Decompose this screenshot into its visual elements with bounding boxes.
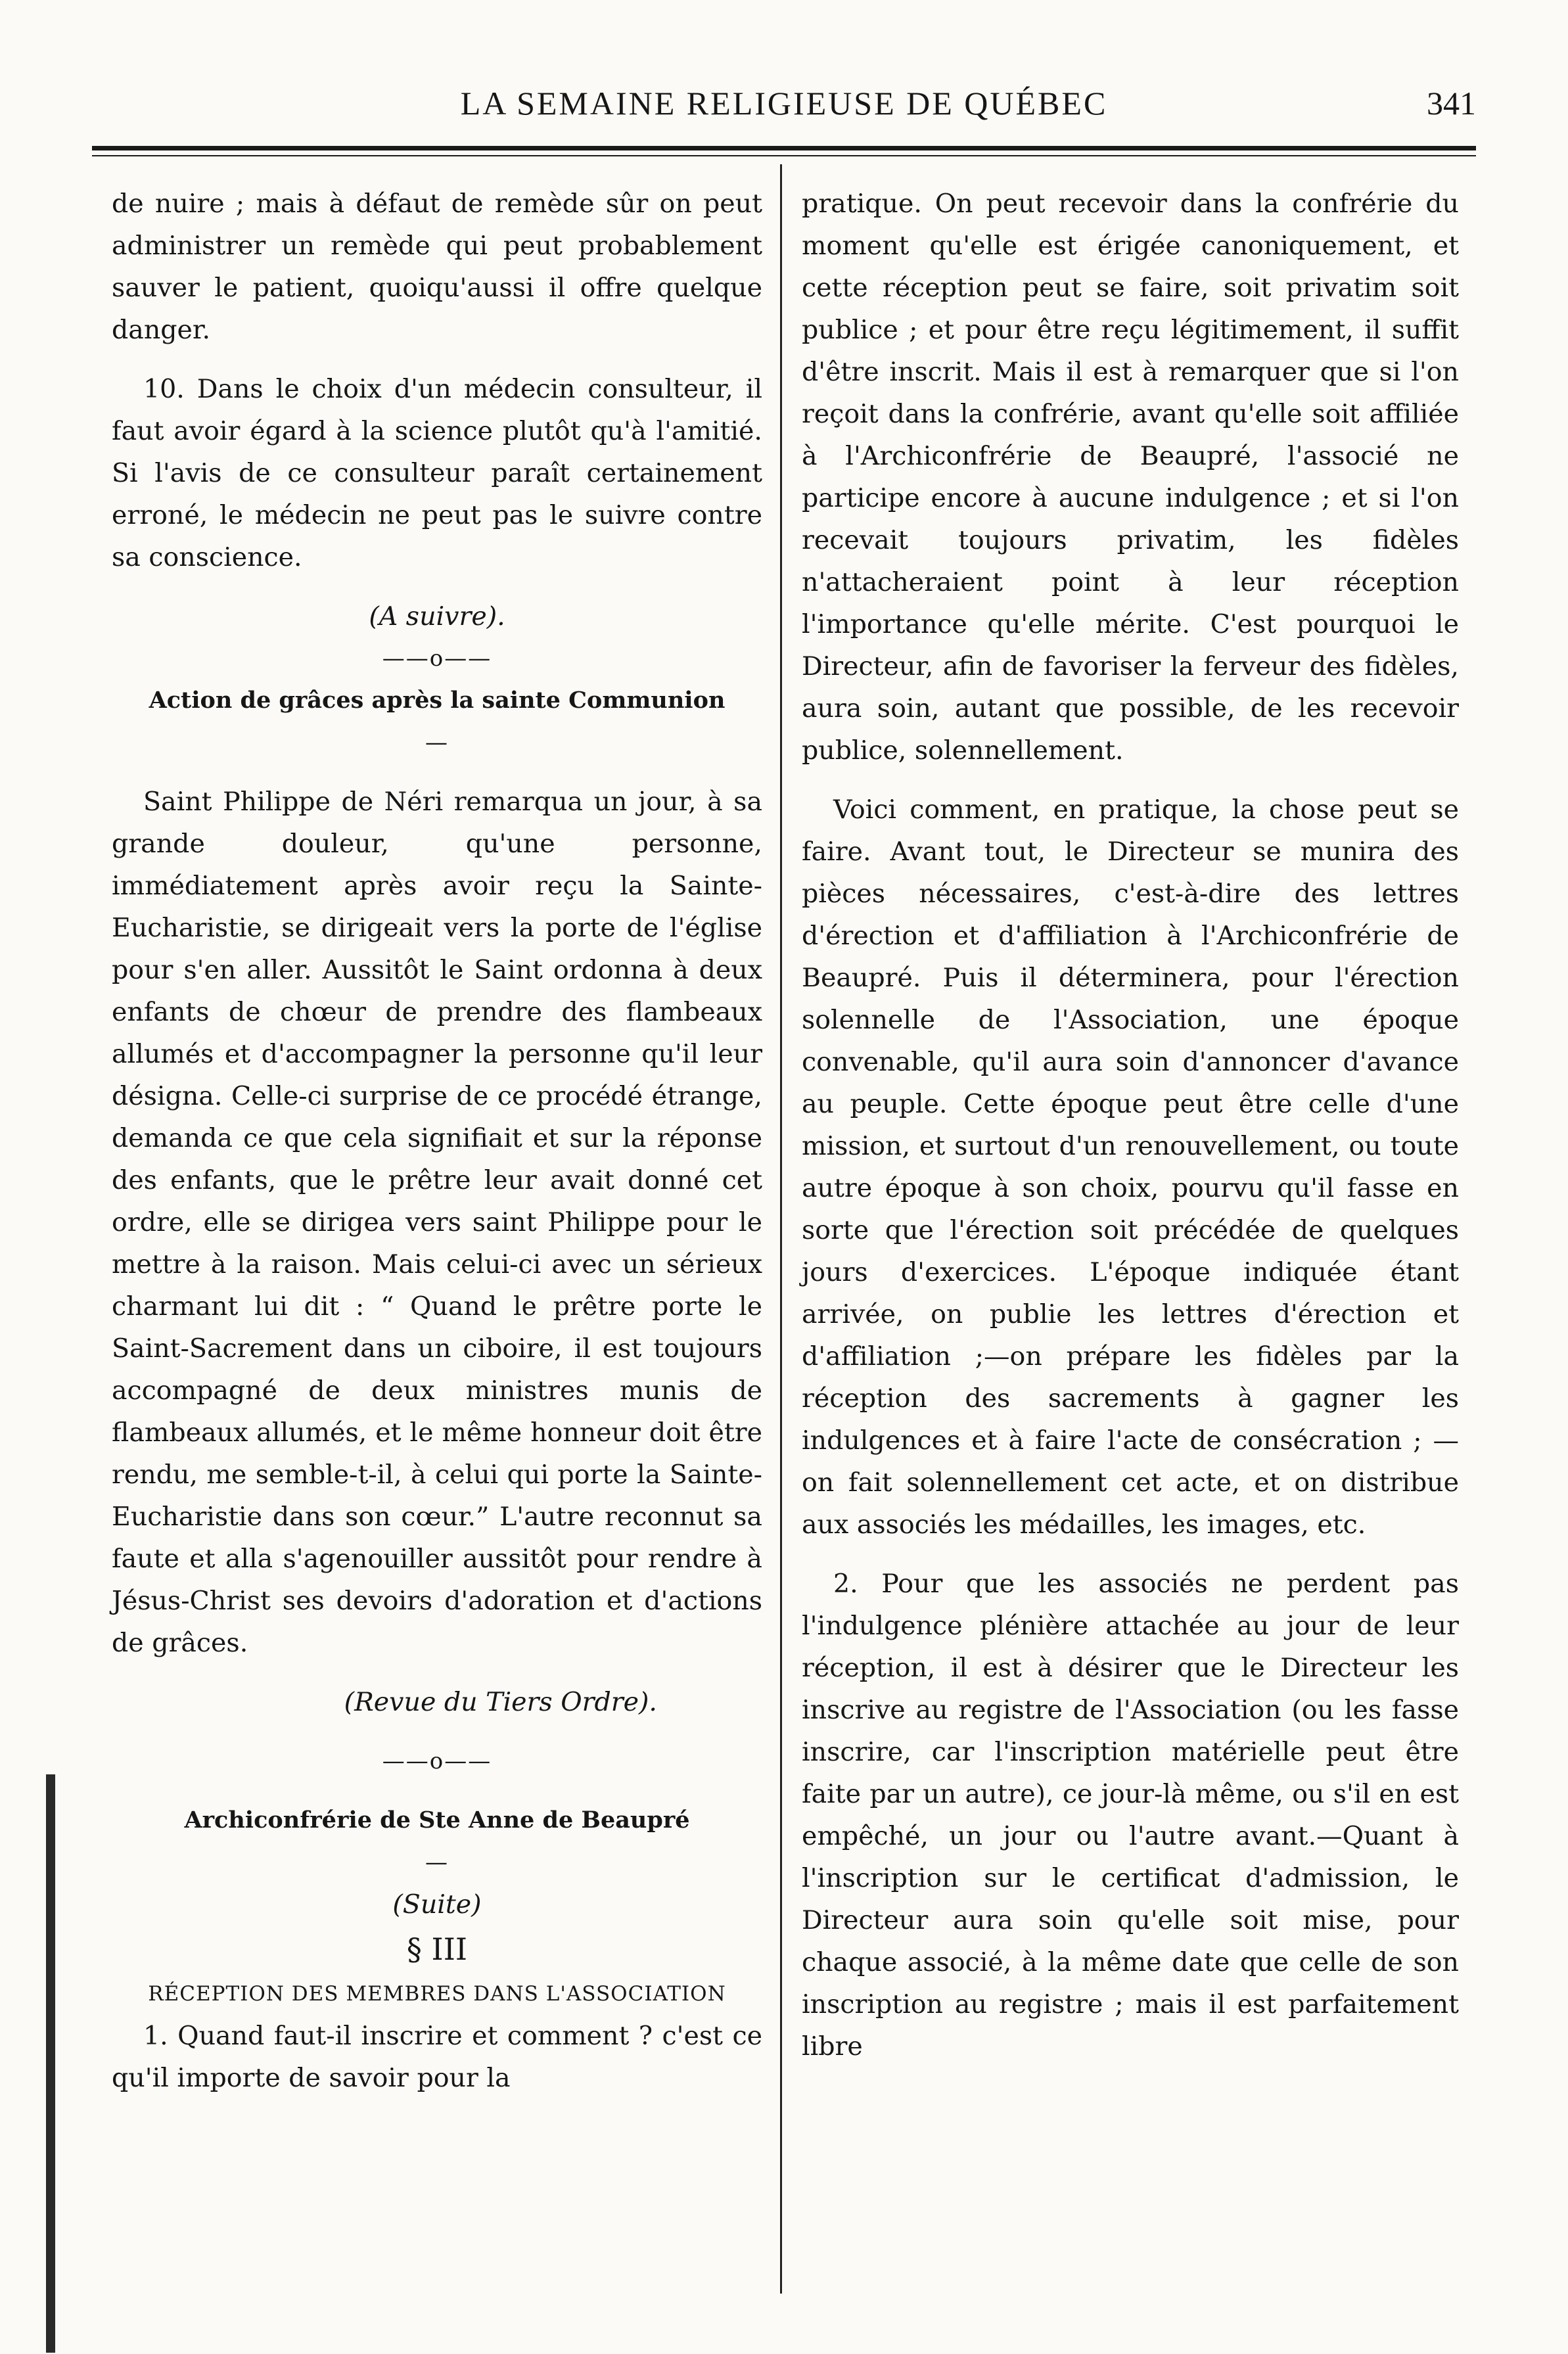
paragraph: 2. Pour que les associés ne perdent pas l'indulgence plénière attachée au jour de leur réception, il est à désirer que le Directeur les inscrive au registre de l'Association (ou les fasse inscrire, car l'inscription matérielle peut être faite par un autre), ce jour-là même, ou s'il en est empêché, un jour ou l'autre avant.—Quant à l'inscription sur le certificat d'admission, le Directeur aura soin qu'elle soit mise, pour chaque associé, à la même date que celle de son inscription au registre ; mais il est parfaitement libre — [802, 1569, 1459, 2062]
section-mark: § III — [406, 1931, 468, 1967]
paragraph: 1. Quand faut-il inscrire et comment ? c'est ce qu'il importe de savoir pour la — [112, 2021, 762, 2093]
section-subheading: RÉCEPTION DES MEMBRES DANS L'ASSOCIATION — [148, 1982, 726, 2006]
paragraph: pratique. On peut recevoir dans la confrérie du moment qu'elle est érigée canoniquement, et cette réception peut se faire, soit privatim soit publice ; et pour être reçu légitimement, il suffit d'être inscrit. Mais il est à remarquer que si l'on reçoit dans la confrérie, avant qu'elle soit affiliée à l'Archiconfrérie de Beaupré, l'associé ne participe encore à aucune indulgence ; et si l'on recevait toujours privatim, les fidèles n'attacheraient point à leur réception l'importance qu'elle mérite. C'est pourquoi le Directeur, afin de favoriser la ferveur des fidèles, aura soin, autant que possible, de les recevoir publice, solennellement. — [802, 189, 1459, 766]
paragraph: 10. Dans le choix d'un médecin consulteur, il faut avoir égard à la science plutôt qu'à l'amitié. Si l'avis de ce consulteur paraît certainement erroné, le médecin ne peut pas le suivre contre sa conscience. — [112, 374, 762, 572]
article-heading: Action de grâces après la sainte Communion — [149, 687, 726, 714]
page-number: 341 — [1427, 85, 1476, 122]
paragraph: de nuire ; mais à défaut de remède sûr on peut administrer un remède qui peut probablement sauver le patient, quoiqu'aussi il offre quelque danger. — [112, 189, 762, 345]
attribution: (Revue du Tiers Ordre). — [344, 1687, 657, 1717]
binding-edge — [46, 1774, 55, 2353]
header-rule-thin — [92, 155, 1476, 156]
separator: ——o—— — [382, 1748, 492, 1774]
article-heading: Archiconfrérie de Ste Anne de Beaupré — [184, 1807, 690, 1834]
continuation-note: (A suivre). — [369, 601, 505, 632]
page-header — [92, 84, 1476, 130]
column-divider — [780, 164, 782, 2294]
running-title: LA SEMAINE RELIGIEUSE DE QUÉBEC — [460, 85, 1108, 122]
left-column — [112, 183, 762, 2099]
right-column — [802, 183, 1459, 2067]
paragraph: Voici comment, en pratique, la chose peut se faire. Avant tout, le Directeur se munira des pièces nécessaires, c'est-à-dire des lettres d'érection et d'affiliation à l'Archiconfrérie de Beaupré. Puis il déterminera, pour l'érection solennelle de l'Association, une époque convenable, qu'il aura soin d'annoncer d'avance au peuple. Cette époque peut être celle d'une mission, et surtout d'un renouvellement, ou toute autre époque à son choix, pourvu qu'il fasse en sorte que l'érection soit précédée de quelques jours d'exercices. L'époque indiquée étant arrivée, on publie les lettres d'érection et d'affiliation ;—on prépare les fidèles par la réception des sacrements à gagner les indulgences et à faire l'acte de consécration ; — on fait solennellement cet acte, et on distribue aux associés les médailles, les images, etc. — [802, 795, 1459, 1540]
continuation-note: (Suite) — [392, 1889, 482, 1920]
paragraph: Saint Philippe de Néri remarqua un jour, à sa grande douleur, qu'une personne, immédiatement après avoir reçu la Sainte-Eucharistie, se dirigeait vers la porte de l'église pour s'en aller. Aussitôt le Saint ordonna à deux enfants de chœur de prendre des flambeaux allumés et d'accompagner la personne qu'il leur désigna. Celle-ci surprise de ce procédé étrange, demanda ce que cela signifiait et sur la réponse des enfants, que le prêtre leur avait donné cet ordre, elle se dirigea vers saint Philippe pour le mettre à la raison. Mais celui-ci avec un sérieux charmant lui dit : “ Quand le prêtre porte le Saint-Sacrement dans un ciboire, il est toujours accompagné de deux ministres munis de flambeaux allumés, et le même honneur doit être rendu, me semble-t-il, à celui qui porte la Sainte-Eucharistie dans son cœur.” L'autre reconnut sa faute et alla s'agenouiller aussitôt pour rendre à Jésus-Christ ses devoirs d'adoration et d'actions de grâces. — [112, 787, 762, 1658]
separator: ——o—— — [382, 645, 492, 672]
header-rule-thick — [92, 146, 1476, 150]
dash-separator: — — [425, 729, 449, 756]
dash-separator: — — [425, 1849, 449, 1876]
